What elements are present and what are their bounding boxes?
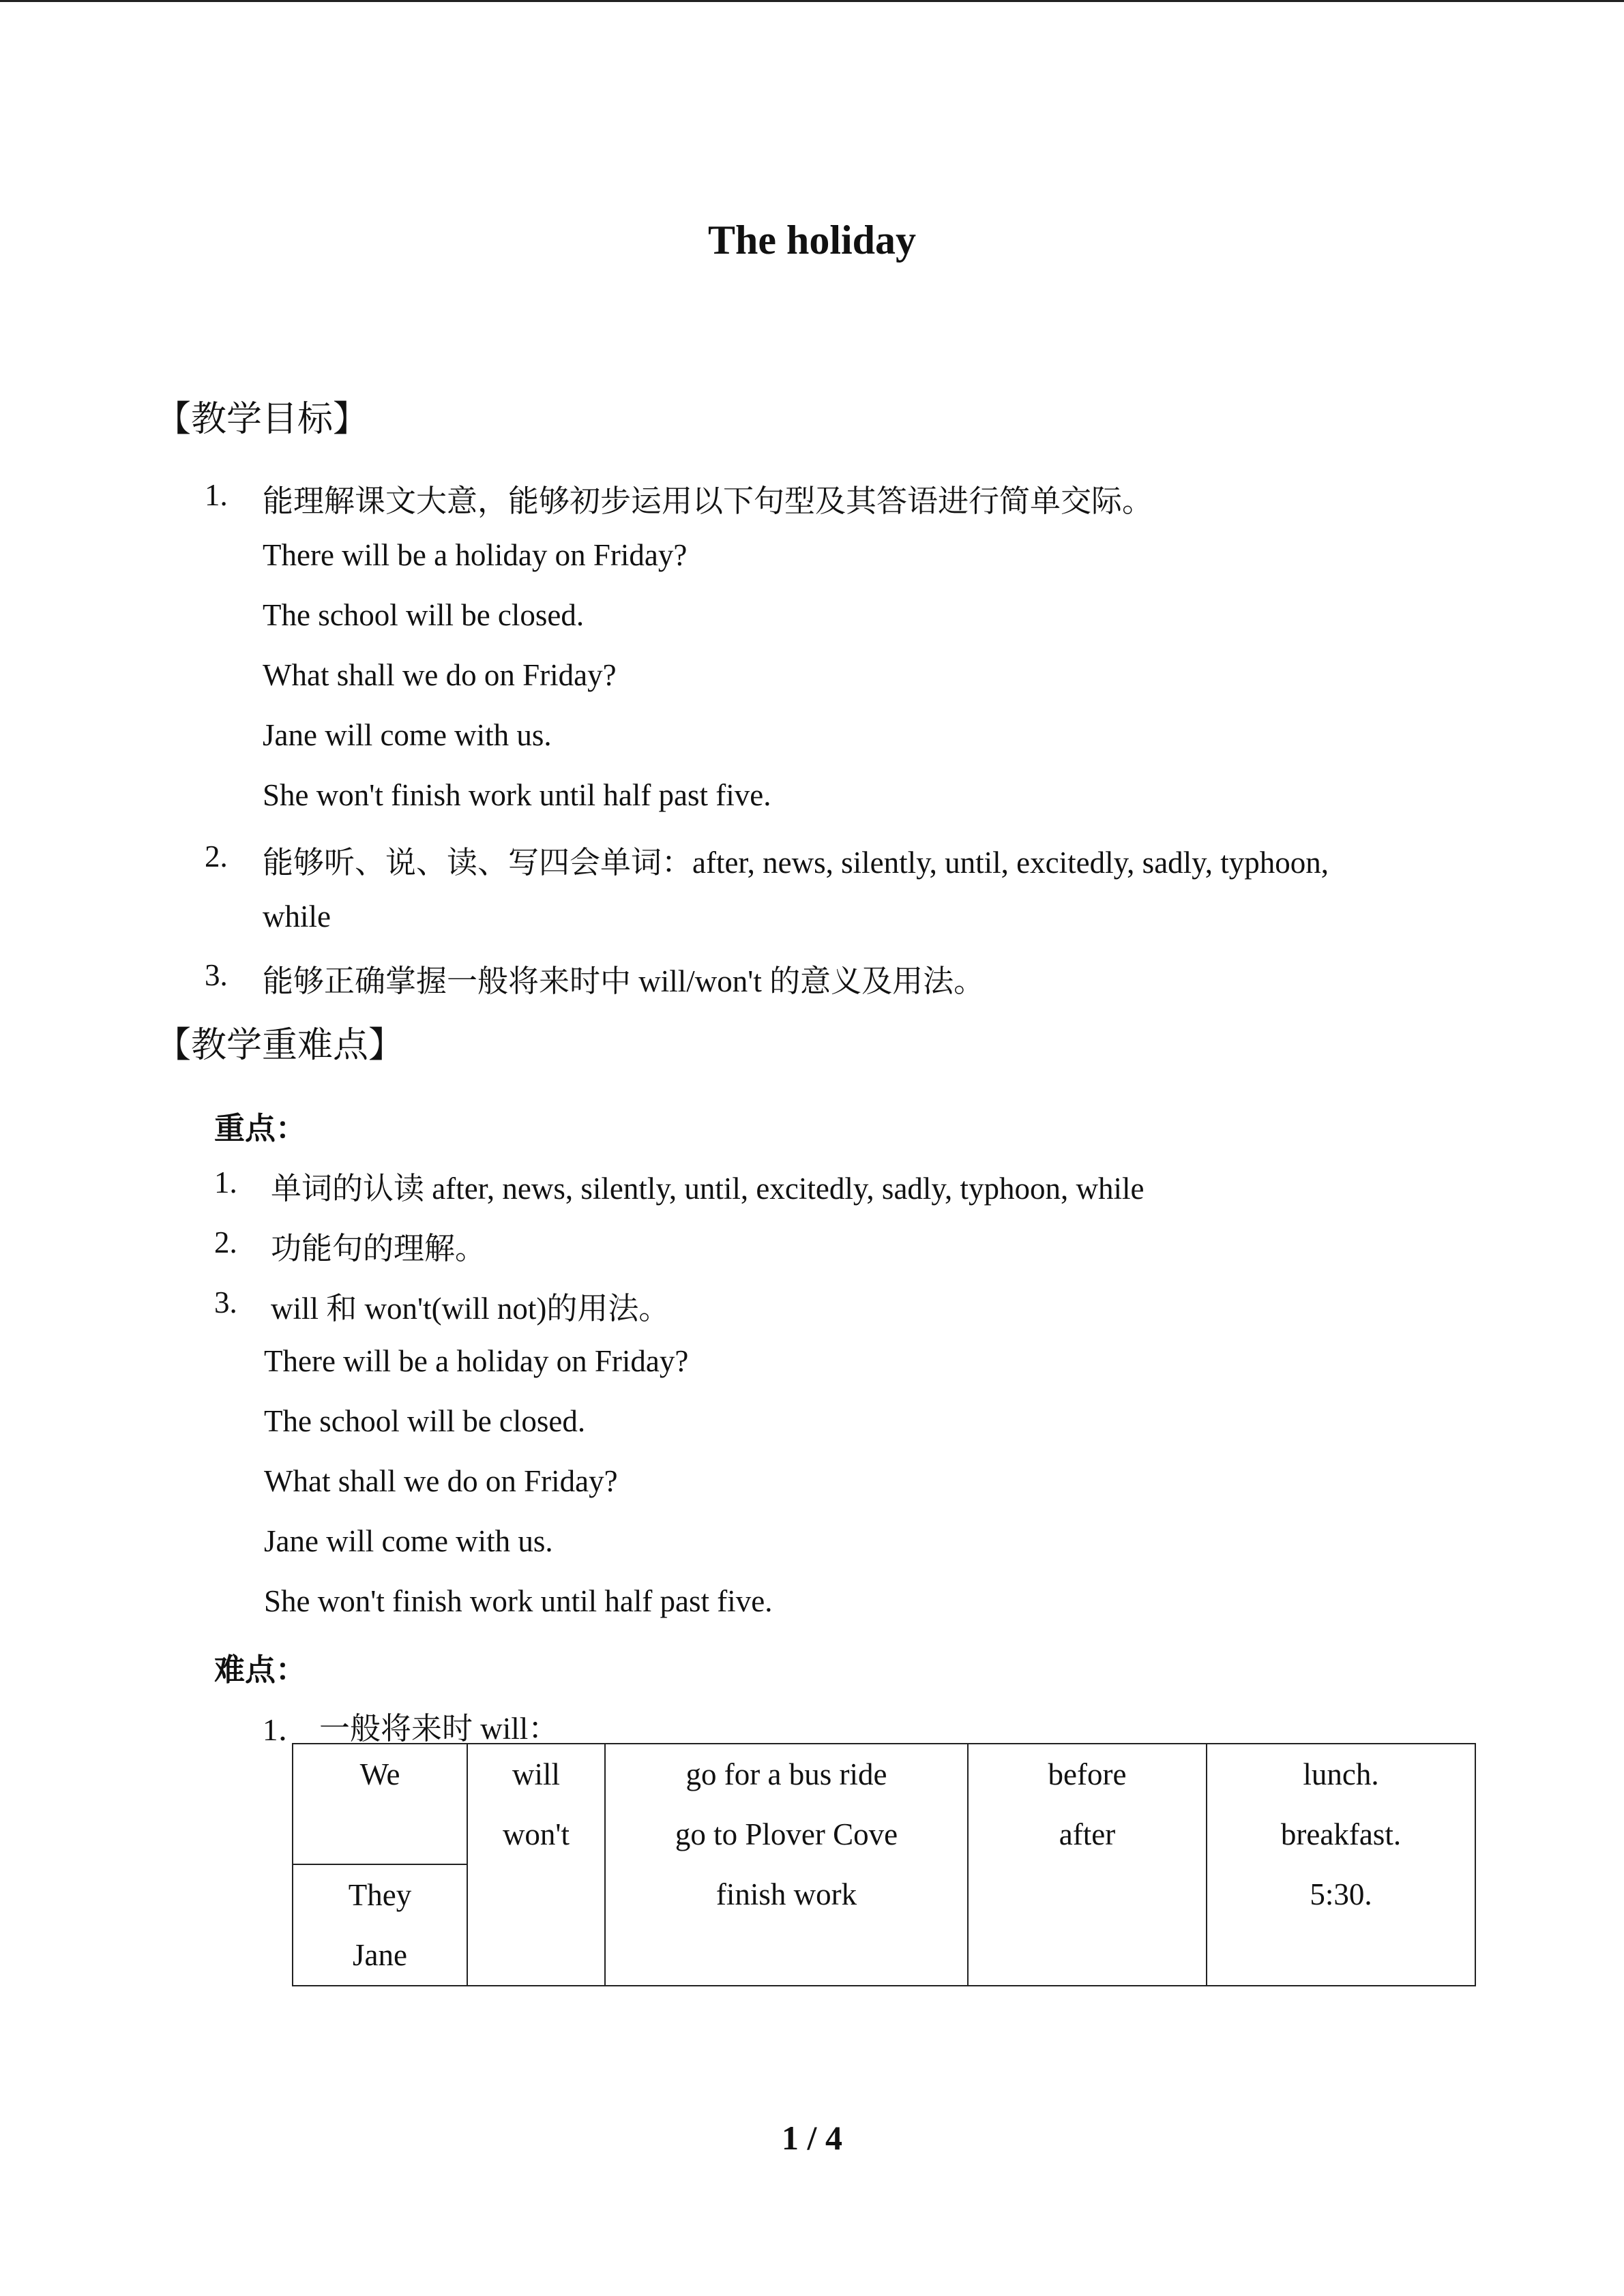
- list-number: 1.: [214, 1165, 237, 1199]
- table-cell-text: go to Plover Cove: [675, 1817, 898, 1851]
- list-number: 1．: [263, 1713, 309, 1747]
- subject-cell-top: [293, 1744, 467, 1864]
- list-number: 3.: [205, 958, 228, 992]
- list-number: 1.: [205, 478, 228, 512]
- table-cell-text: lunch.: [1303, 1757, 1379, 1791]
- table-cell-text: won't: [502, 1817, 570, 1851]
- page-title: The holiday: [707, 218, 917, 263]
- key-item-2: 功能句的理解。: [271, 1232, 486, 1266]
- example-sentence: The school will be closed.: [264, 1404, 586, 1438]
- verb-cell: [467, 1744, 605, 1986]
- objective-item-2: 能够听、说、读、写四会单词：after, news, silently, until, excitedly, sadly, typhoon,: [263, 846, 1329, 880]
- table-cell-text: They: [348, 1878, 412, 1912]
- objective-item-3: 能够正确掌握一般将来时中 will/won't 的意义及用法。: [263, 964, 985, 998]
- table-cell-text: will: [512, 1757, 560, 1791]
- section-heading-objectives: 【教学目标】: [156, 400, 369, 439]
- table-cell-text: breakfast.: [1280, 1817, 1402, 1851]
- objective-item-2-continuation: while: [263, 899, 331, 934]
- example-sentence: What shall we do on Friday?: [263, 658, 617, 692]
- grammar-table: [292, 1743, 1476, 1986]
- time-cell: [1207, 1744, 1475, 1986]
- list-number: 3.: [214, 1285, 237, 1320]
- example-sentence: There will be a holiday on Friday?: [264, 1344, 689, 1378]
- key-item-1: 单词的认读 after, news, silently, until, excitedly, sadly, typhoon, while: [271, 1172, 1145, 1206]
- objective-item-1: 能理解课文大意，能够初步运用以下句型及其答语进行简单交际。: [263, 484, 1153, 518]
- example-sentence: Jane will come with us.: [264, 1524, 553, 1558]
- key-item-3: will 和 won't(will not)的用法。: [271, 1292, 670, 1326]
- table-cell-text: go for a bus ride: [685, 1757, 887, 1791]
- table-cell-text: finish work: [715, 1877, 857, 1911]
- example-sentence: There will be a holiday on Friday?: [263, 538, 688, 572]
- table-cell-text: before: [1048, 1757, 1127, 1791]
- example-sentence: She won't finish work until half past five.: [264, 1584, 773, 1618]
- action-cell: [605, 1744, 968, 1986]
- example-sentence: Jane will come with us.: [263, 718, 552, 752]
- table-cell-text: We: [359, 1757, 400, 1791]
- list-number: 2.: [205, 839, 228, 874]
- top-border-line: [0, 0, 1624, 2]
- table-cell-text: after: [1059, 1817, 1116, 1851]
- example-sentence: The school will be closed.: [263, 598, 585, 632]
- subject-cell-bottom: [293, 1864, 467, 1986]
- table-cell-text: Jane: [353, 1938, 407, 1972]
- key-points-label: 重点：: [214, 1112, 307, 1146]
- difficult-item-1: 一般将来时 will：: [319, 1712, 559, 1746]
- table-cell-text: 5:30.: [1310, 1877, 1372, 1911]
- section-heading-key-points: 【教学重难点】: [156, 1026, 404, 1065]
- example-sentence: She won't finish work until half past five.: [263, 778, 771, 812]
- difficult-points-label: 难点：: [214, 1653, 307, 1687]
- example-sentence: What shall we do on Friday?: [264, 1464, 618, 1498]
- page-number: 1 / 4: [782, 2119, 842, 2157]
- preposition-cell: [968, 1744, 1207, 1986]
- list-number: 2.: [214, 1225, 237, 1259]
